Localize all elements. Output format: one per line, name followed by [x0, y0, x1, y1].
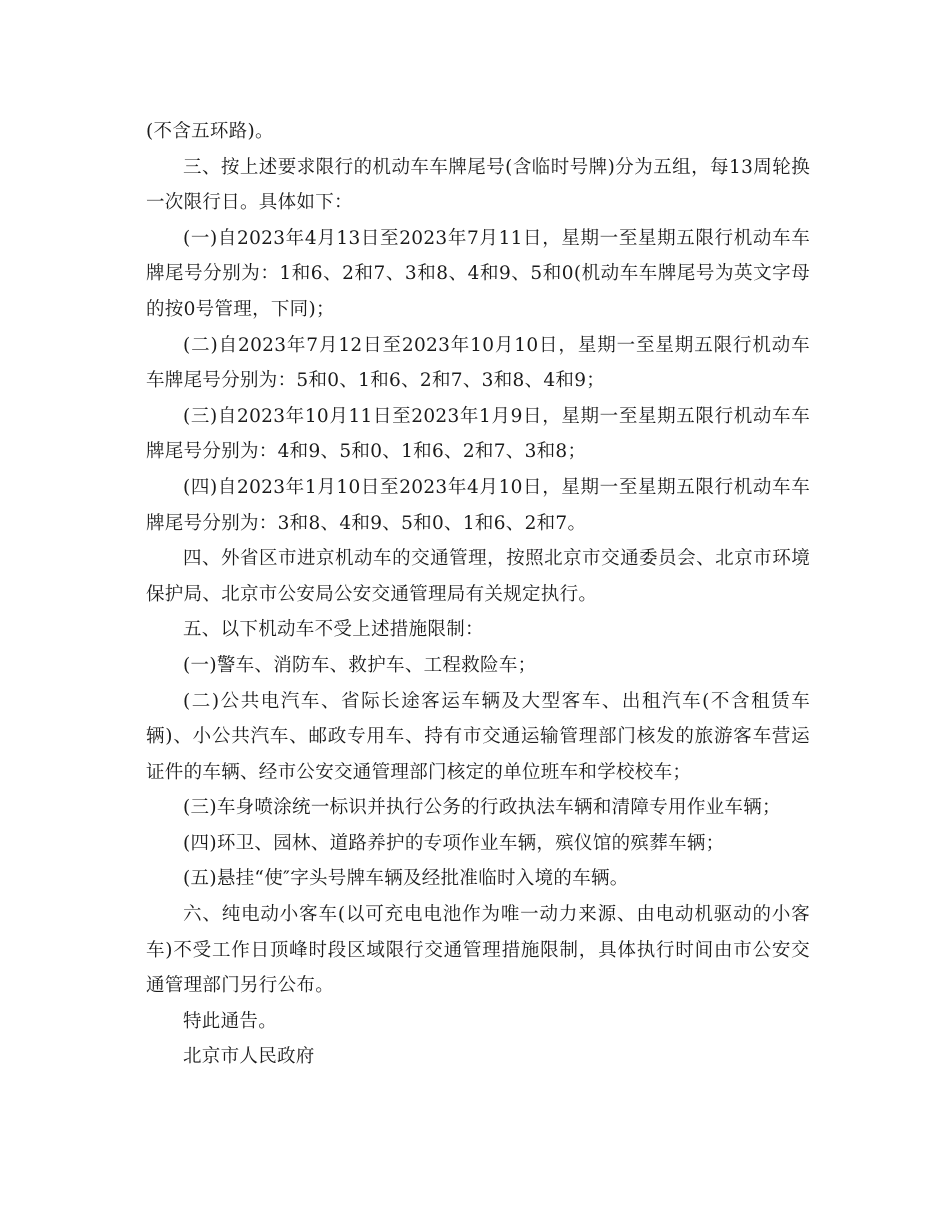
- paragraph-exempt-3: (三)车身喷涂统一标识并执行公务的行政执法车辆和清障专用作业车辆；: [183, 797, 781, 819]
- paragraph-exempt-5: (五)悬挂“使″字头号牌车辆及经批准临时入境的车辆。: [183, 868, 629, 890]
- paragraph-group-2: (二)自2023年7月12日至2023年10月10日，星期一至星期五限行机动车车牌尾号分别为：5和0、1和6、2和7、3和8、4和9；: [146, 334, 810, 392]
- paragraph-section-3: 三、按上述要求限行的机动车车牌尾号(含临时号牌)分为五组，每13周轮换一次限行日。具体如下：: [146, 156, 810, 214]
- paragraph-section-6: 六、纯电动小客车(以可充电电池作为唯一动力来源、由电动机驱动的小客车)不受工作日顶峰时段区域限行交通管理措施限制，具体执行时间由市公安交通管理部门另行公布。: [146, 904, 810, 997]
- paragraph-section-4: 四、外省区市进京机动车的交通管理，按照北京市交通委员会、北京市环境保护局、北京市公安局公安交通管理局有关规定执行。: [146, 548, 810, 605]
- paragraph-exempt-1: (一)警车、消防车、救护车、工程救险车；: [183, 654, 537, 676]
- paragraph-section-5: 五、以下机动车不受上述措施限制：: [183, 619, 484, 641]
- paragraph-closing: 特此通告。: [183, 1010, 278, 1032]
- paragraph-exempt-2: (二)公共电汽车、省际长途客运车辆及大型客车、出租汽车(不含租赁车辆)、小公共汽车、邮政专用车、持有市交通运输管理部门核发的旅游客车营运证件的车辆、经市公安交通管理部门核定的单位班车和学校校车；: [146, 690, 810, 783]
- paragraph-group-4: (四)自2023年1月10日至2023年4月10日，星期一至星期五限行机动车车牌尾号分别为：3和8、4和9、5和0、1和6、2和7。: [146, 476, 810, 534]
- paragraph-continuation: (不含五环路)。: [146, 121, 274, 142]
- paragraph-signature: 北京市人民政府: [183, 1046, 315, 1068]
- document-body: [146, 114, 810, 1075]
- paragraph-group-1: (一)自2023年4月13日至2023年7月11日，星期一至星期五限行机动车车牌尾号分别为：1和6、2和7、3和8、4和9、5和0(机动车车牌尾号为英文字母的按0号管理，下同)；: [146, 227, 810, 320]
- paragraph-exempt-4: (四)环卫、园林、道路养护的专项作业车辆，殡仪馆的殡葬车辆；: [183, 832, 725, 854]
- paragraph-group-3: (三)自2023年10月11日至2023年1月9日，星期一至星期五限行机动车车牌尾号分别为：4和9、5和0、1和6、2和7、3和8；: [146, 405, 810, 463]
